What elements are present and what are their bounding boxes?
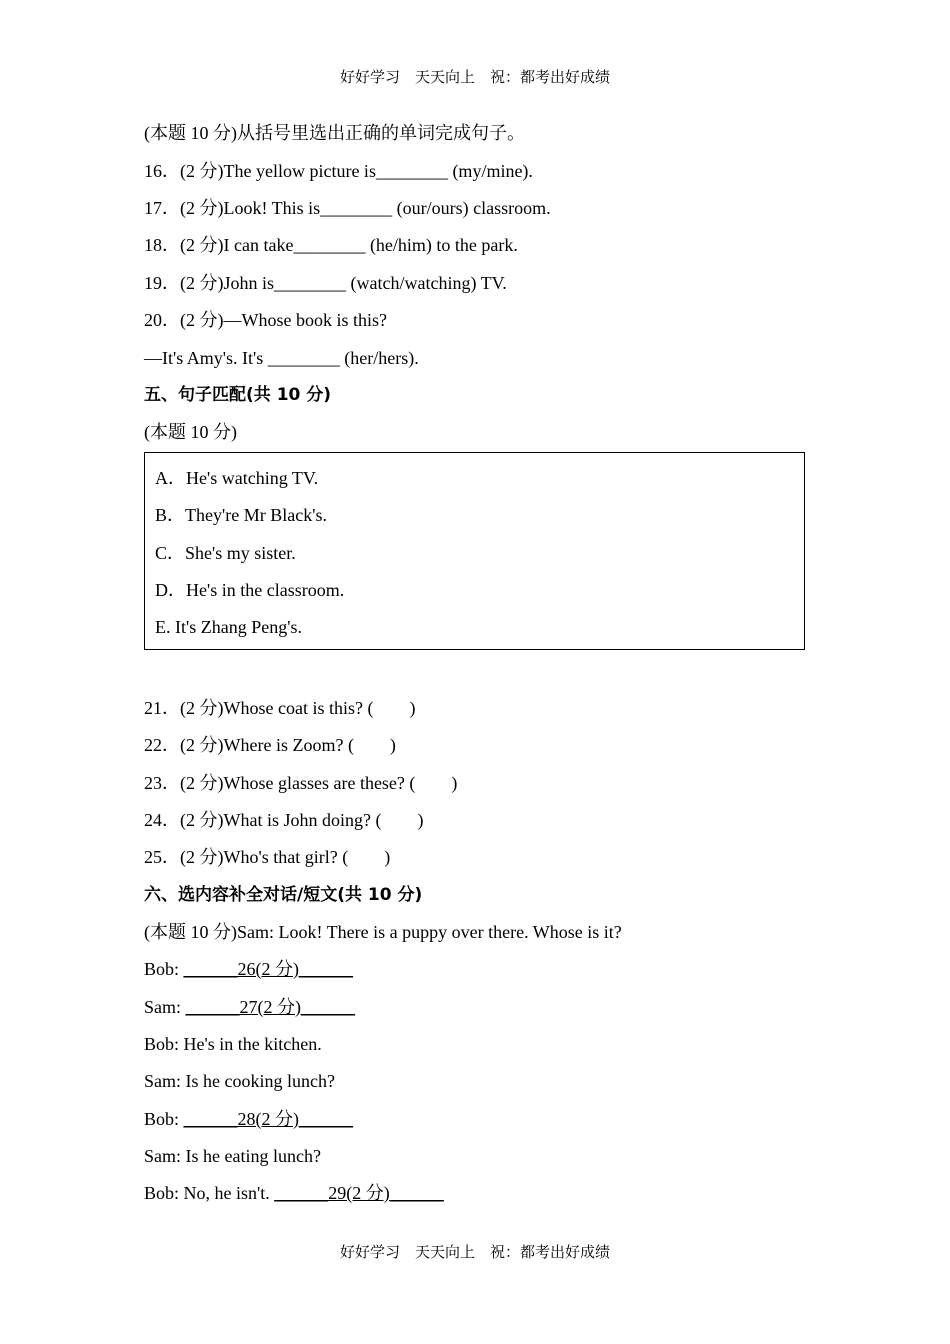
question-20: 20．(2 分)—Whose book is this? bbox=[144, 310, 387, 330]
dialogue-speaker: Bob: bbox=[144, 1109, 184, 1129]
question-23: 23．(2 分)Whose glasses are these? ( ) bbox=[144, 773, 458, 793]
dialogue-line bbox=[144, 1069, 335, 1093]
option-e: E. It's Zhang Peng's. bbox=[155, 617, 302, 637]
question-17: 17．(2 分)Look! This is________ (our/ours) classroom. bbox=[144, 198, 551, 218]
dialogue-line bbox=[144, 1181, 444, 1205]
question-21: 21．(2 分)Whose coat is this? ( ) bbox=[144, 698, 416, 718]
section5-title: 五、句子匹配(共 10 分) bbox=[144, 385, 332, 405]
dialogue-speaker: Bob: bbox=[144, 959, 184, 979]
dialogue-text: Bob: No, he isn't. bbox=[144, 1183, 275, 1203]
option-a: A．He's watching TV. bbox=[155, 468, 319, 488]
question-20-answer-line: —It's Amy's. It's ________ (her/hers). bbox=[144, 348, 419, 368]
dialogue-text: Bob: He's in the kitchen. bbox=[144, 1034, 322, 1054]
dialogue-line bbox=[144, 995, 355, 1019]
matching-options-box bbox=[144, 452, 805, 650]
dialogue-speaker: Sam: bbox=[144, 997, 186, 1017]
answer-blank-29: ______29(2 分)______ bbox=[274, 1183, 444, 1203]
question-22: 22．(2 分)Where is Zoom? ( ) bbox=[144, 735, 396, 755]
question-24: 24．(2 分)What is John doing? ( ) bbox=[144, 810, 424, 830]
page-header: 好好学习 天天向上 祝：都考出好成绩 bbox=[339, 68, 610, 86]
question-18: 18．(2 分)I can take________ (he/him) to the park. bbox=[144, 235, 518, 255]
option-b: B．They're Mr Black's. bbox=[155, 505, 327, 525]
dialogue-line bbox=[144, 1107, 353, 1131]
question-19: 19．(2 分)John is________ (watch/watching) TV. bbox=[144, 273, 507, 293]
section6-intro: (本题 10 分)Sam: Look! There is a puppy over there. Whose is it? bbox=[144, 922, 622, 942]
question-16: 16．(2 分)The yellow picture is________ (my/mine). bbox=[144, 161, 533, 181]
section6-title: 六、选内容补全对话/短文(共 10 分) bbox=[144, 885, 423, 905]
question-25: 25．(2 分)Who's that girl? ( ) bbox=[144, 847, 391, 867]
option-d: D．He's in the classroom. bbox=[155, 580, 345, 600]
answer-blank-27: ______27(2 分)______ bbox=[185, 997, 356, 1017]
dialogue-line bbox=[144, 957, 353, 981]
dialogue-text: Sam: Is he eating lunch? bbox=[144, 1146, 321, 1166]
dialogue-line bbox=[144, 1032, 322, 1056]
dialogue-line bbox=[144, 1144, 321, 1168]
answer-blank-28: ______28(2 分)______ bbox=[183, 1109, 354, 1129]
answer-blank-26: ______26(2 分)______ bbox=[183, 959, 354, 979]
section5-instruction: (本题 10 分) bbox=[144, 422, 237, 442]
dialogue-text: Sam: Is he cooking lunch? bbox=[144, 1071, 335, 1091]
option-c: C．She's my sister. bbox=[155, 543, 296, 563]
section4-instruction: (本题 10 分)从括号里选出正确的单词完成句子。 bbox=[144, 123, 525, 143]
page-footer: 好好学习 天天向上 祝：都考出好成绩 bbox=[339, 1243, 610, 1261]
